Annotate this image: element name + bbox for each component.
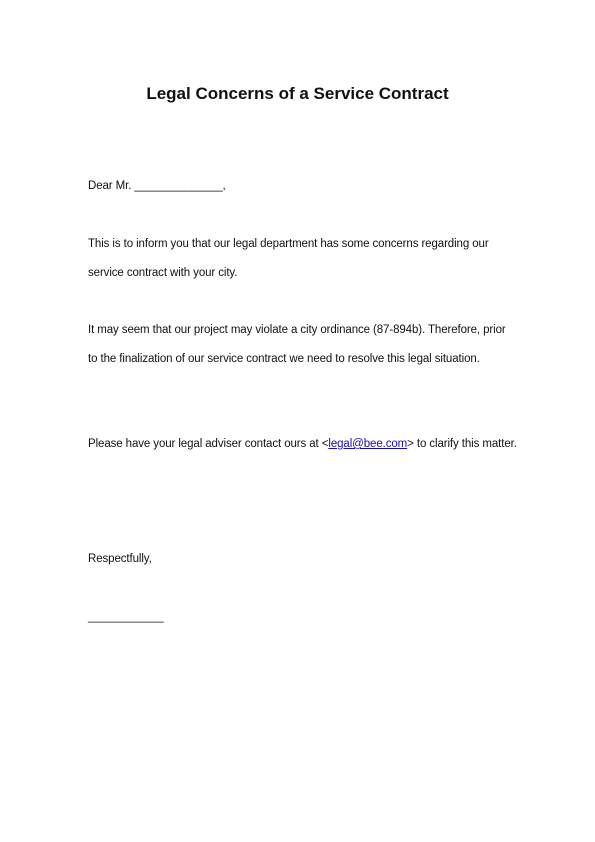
contact-text-before: Please have your legal adviser contact ours at <: [88, 438, 329, 450]
paragraph-ordinance: It may seem that our project may violate a city ordinance (87-894b). Therefore, prior to the finalization of our service contract we need to resolve this legal situation.: [88, 324, 506, 365]
signature-line: ____________: [88, 611, 164, 623]
document-title: Legal Concerns of a Service Contract: [146, 84, 449, 103]
paragraph-contact: [88, 430, 518, 459]
email-link[interactable]: legal@bee.com: [328, 438, 408, 450]
contact-text-after: > to clarify this matter.: [407, 438, 517, 450]
paragraph-inform: This is to inform you that our legal department has some concerns regarding our service contract with your city.: [88, 238, 489, 279]
closing: Respectfully,: [88, 553, 152, 565]
salutation: Dear Mr. ______________,: [88, 180, 226, 192]
